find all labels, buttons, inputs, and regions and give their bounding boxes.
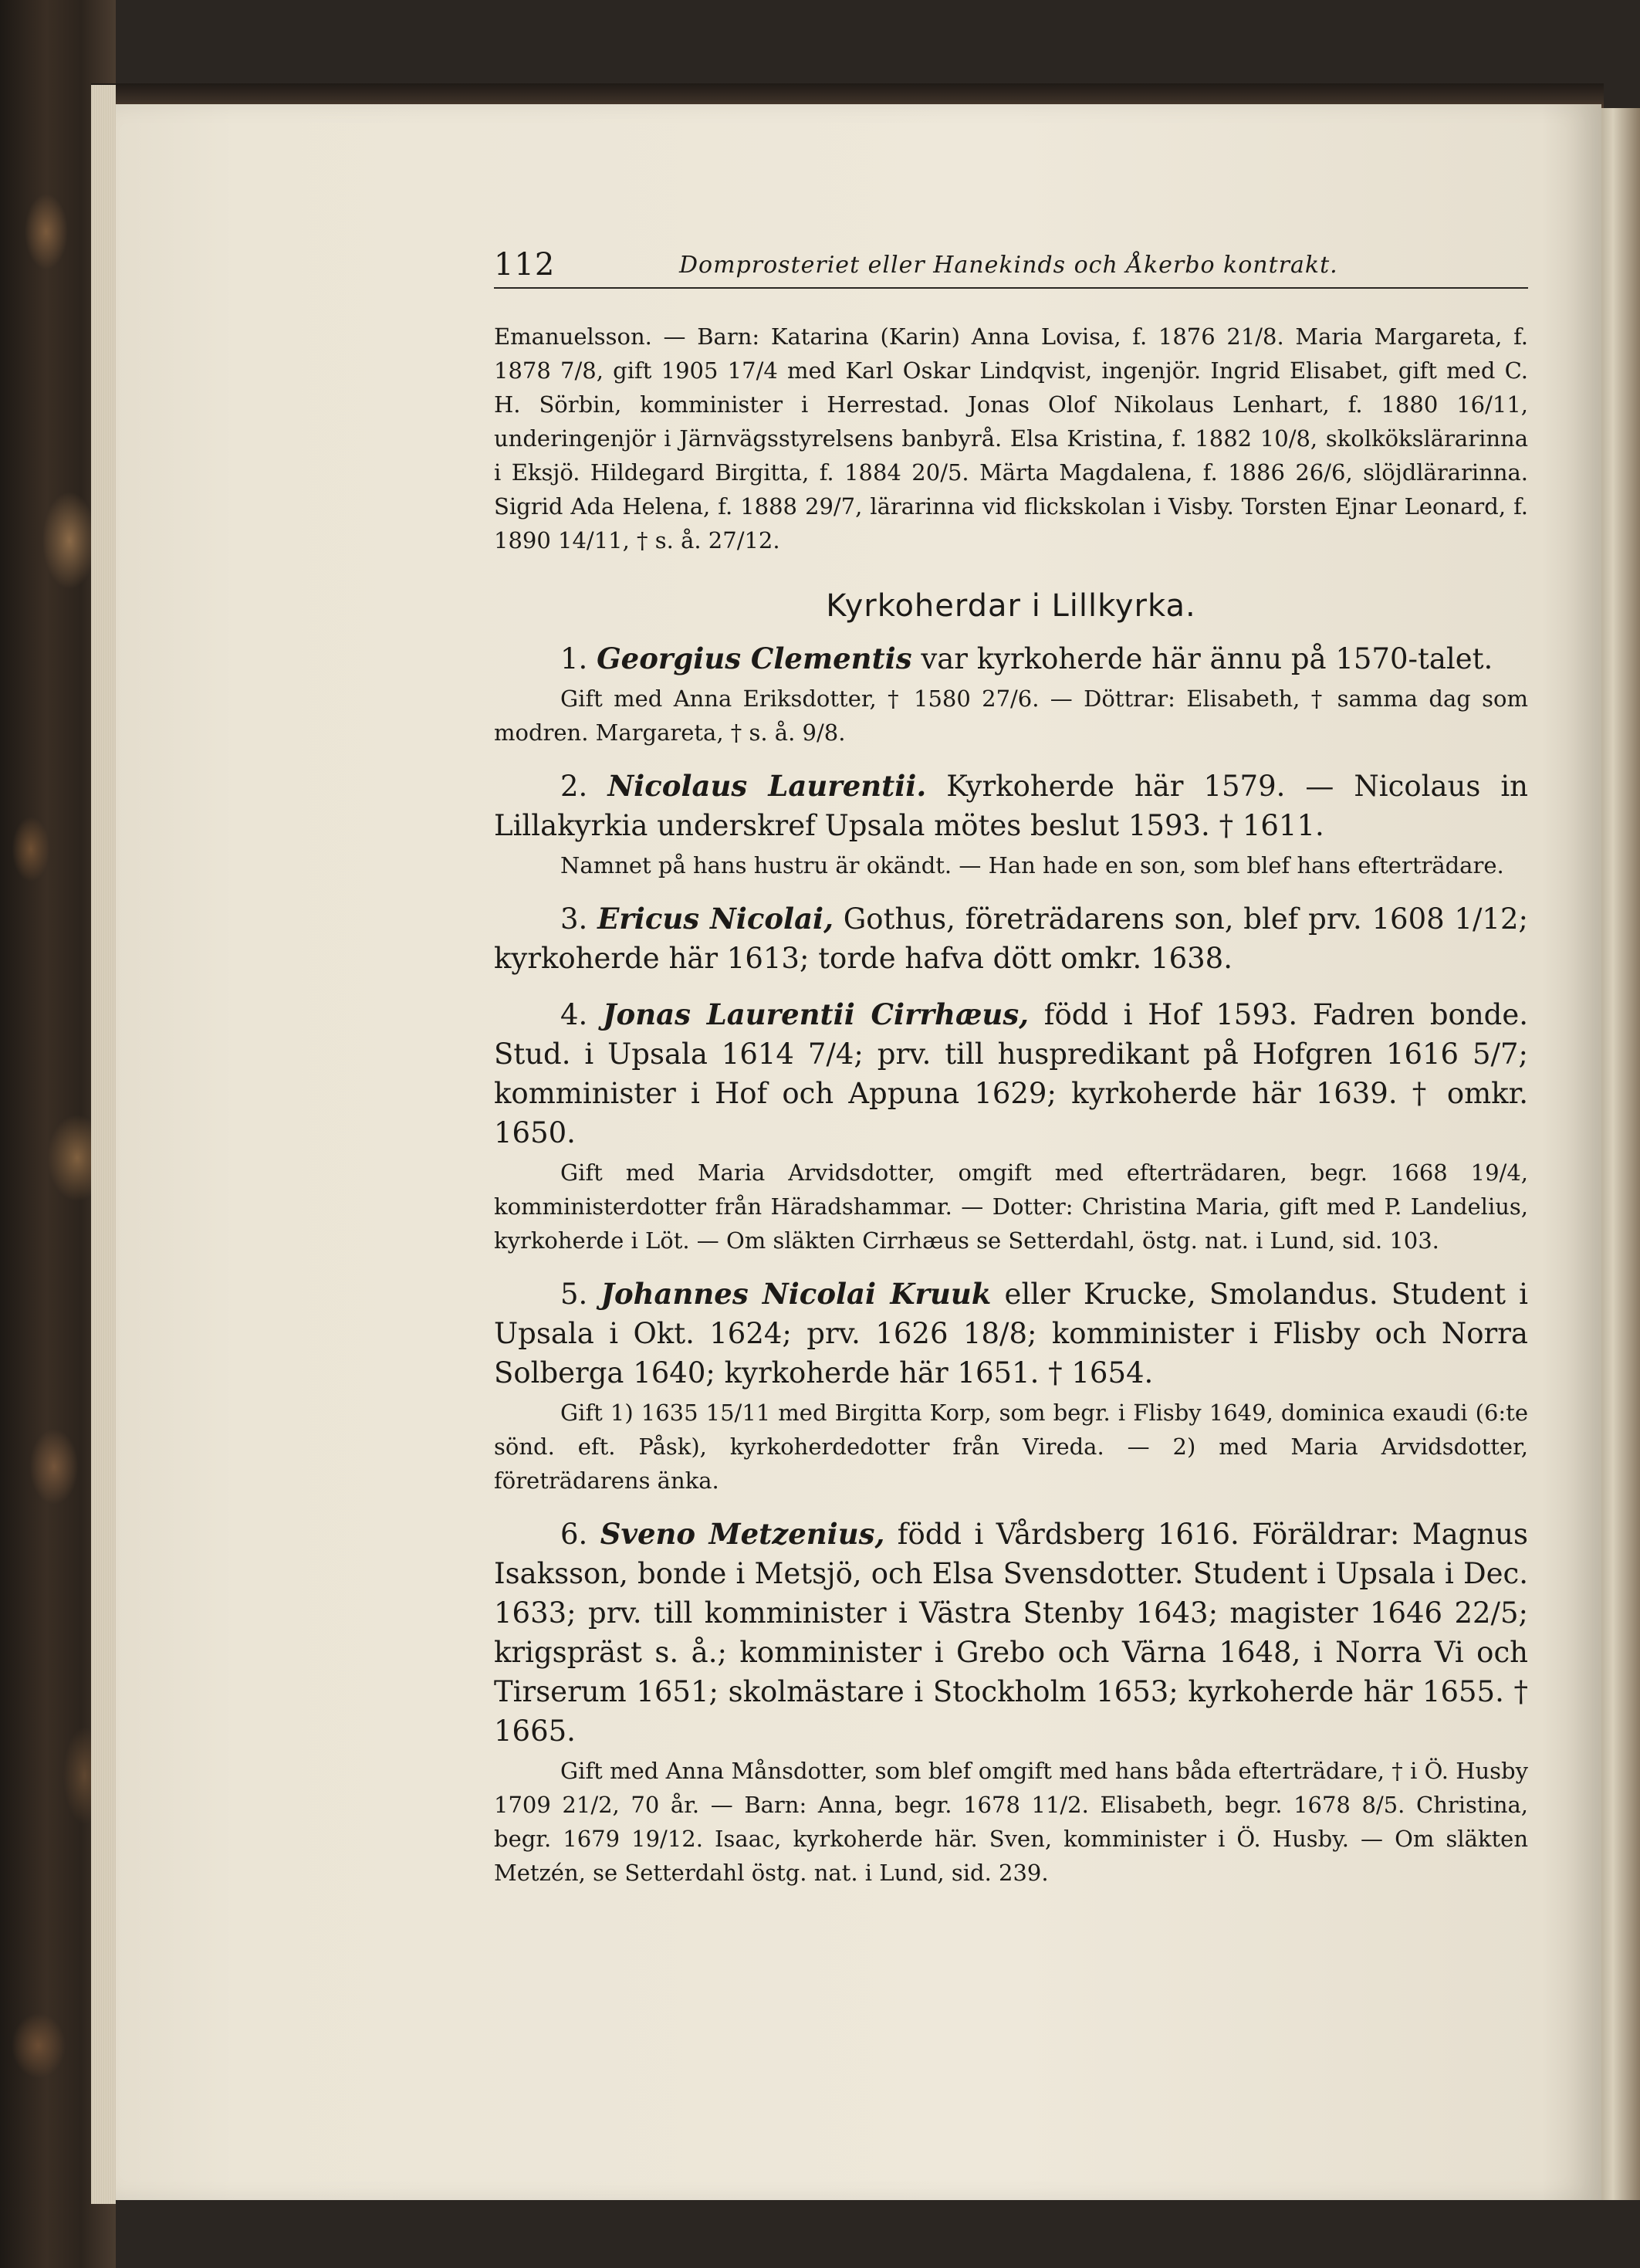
entry-name: Ericus Nicolai, <box>597 902 834 936</box>
entry-name: Nicolaus Laurentii. <box>607 769 927 803</box>
entry-number: 4. <box>560 998 588 1031</box>
entry-text <box>494 1515 1528 1751</box>
entry-body: Gothus, företrädarens son, blef prv. 1608 1/12; kyrkoherde här 1613; torde hafva dött omkr. 1638. <box>494 902 1528 975</box>
entry-note: Gift med Anna Eriksdotter, † 1580 27/6. — Döttrar: Elisabeth, † samma dag som modren. Margareta, † s. å. 9/8. <box>494 685 1528 746</box>
entry-name: Georgius Clementis <box>597 641 912 675</box>
entry-body: född i Vårdsberg 1616. Föräldrar: Magnus Isaksson, bonde i Metsjö, och Elsa Svensdotter. Student i Upsala i Dec. 1633; prv. till komminister i Västra Stenby 1643; magister 1646 22/5; krigspräst s. å.; komminister i Grebo och Värna 1648, i Norra Vi och Tirserum 1651; skolmästare i Stockholm 1653; kyrkoherde här 1655. † 1665. <box>494 1518 1528 1748</box>
entry-text <box>494 1274 1528 1393</box>
entry-4 <box>494 995 1528 1258</box>
intro-paragraph: Emanuelsson. — Barn: Katarina (Karin) Anna Lovisa, f. 1876 21/8. Maria Margareta, f. 1878 7/8, gift 1905 17/4 med Karl Oskar Lindqvist, ingenjör. Ingrid Elisabet, gift med C. H. Sörbin, komminister i Herrestad. Jonas Olof Nikolaus Lenhart, f. 1880 16/11, underingenjör i Järnvägsstyrelsens banbyrå. Elsa Kristina, f. 1882 10/8, skolkökslärarinna i Eksjö. Hildegard Birgitta, f. 1884 20/5. Märta Magdalena, f. 1886 26/6, slöjdlärarinna. Sigrid Ada Helena, f. 1888 29/7, lärarinna vid flickskolan i Visby. Torsten Ejnar Leonard, f. 1890 14/11, † s. å. 27/12. <box>494 323 1528 553</box>
entry-text <box>494 639 1528 679</box>
entry-note: Gift med Anna Månsdotter, som blef omgift med hans båda efterträdare, † i Ö. Husby 1709 21/2, 70 år. — Barn: Anna, begr. 1678 11/2. Elisabeth, begr. 1678 8/5. Christina, begr. 1679 19/12. Isaac, kyrkoherde här. Sven, komminister i Ö. Husby. — Om släkten Metzén, se Setterdahl östg. nat. i Lund, sid. 239. <box>494 1758 1528 1886</box>
entry-number: 6. <box>560 1518 588 1551</box>
entry-body: född i Hof 1593. Fadren bonde. Stud. i Upsala 1614 7/4; prv. till huspredikant på Hofgren 1616 5/7; komminister i Hof och Appuna 1629; kyrkoherde här 1639. † omkr. 1650. <box>494 998 1529 1149</box>
entry-name: Jonas Laurentii Cirrhæus, <box>603 997 1030 1031</box>
entry-number: 5. <box>560 1278 588 1311</box>
entry-6 <box>494 1515 1528 1890</box>
bottom-background <box>116 2200 1640 2268</box>
entry-note: Gift med Maria Arvidsdotter, omgift med efterträdaren, begr. 1668 19/4, komministerdotter från Häradshammar. — Dotter: Christina Maria, gift med P. Landelius, kyrkoherde i Löt. — Om släkten Cirrhæus se Setterdahl, östg. nat. i Lund, sid. 103. <box>494 1159 1528 1254</box>
entry-note: Gift 1) 1635 15/11 med Birgitta Korp, som begr. i Flisby 1649, dominica exaudi (6:te sönd. eft. Påsk), kyrkoherdedotter från Vireda. — 2) med Maria Arvidsdotter, företrädarens änka. <box>494 1400 1528 1494</box>
entry-3 <box>494 899 1528 978</box>
page-edges-left <box>91 85 116 2204</box>
entry-body: eller Krucke, Smolandus. Student i Upsala i Okt. 1624; prv. 1626 18/8; komminister i Flisby och Norra Solberga 1640; kyrkoherde här 1651. † 1654. <box>494 1278 1528 1390</box>
entry-text <box>494 767 1528 845</box>
page-number: 112 <box>494 247 556 283</box>
section-title: Kyrkoherdar i Lillkyrka. <box>826 588 1196 624</box>
entry-body: Kyrkoherde här 1579. — Nicolaus in Lillakyrkia underskref Upsala mötes beslut 1593. † 1611. <box>494 770 1529 842</box>
running-title: Domprosteriet eller Hanekinds och Åkerbo kontrakt. <box>679 252 1338 279</box>
page-content <box>494 247 1528 1907</box>
entry-number: 2. <box>560 770 588 803</box>
entry-text <box>494 995 1528 1153</box>
entry-note: Namnet på hans hustru är okändt. — Han hade en son, som blef hans efterträdare. <box>560 852 1504 878</box>
entry-number: 1. <box>560 642 588 675</box>
entry-1 <box>494 639 1528 750</box>
page-edges-right <box>1601 108 1640 2200</box>
entry-text <box>494 899 1528 978</box>
entry-2 <box>494 767 1528 882</box>
entry-number: 3. <box>560 902 588 936</box>
page-header <box>494 247 1528 289</box>
entry-body: var kyrkoherde här ännu på 1570-talet. <box>921 642 1493 675</box>
entry-name: Sveno Metzenius, <box>600 1517 885 1551</box>
entry-5 <box>494 1274 1528 1498</box>
entry-name: Johannes Nicolai Kruuk <box>600 1277 992 1311</box>
